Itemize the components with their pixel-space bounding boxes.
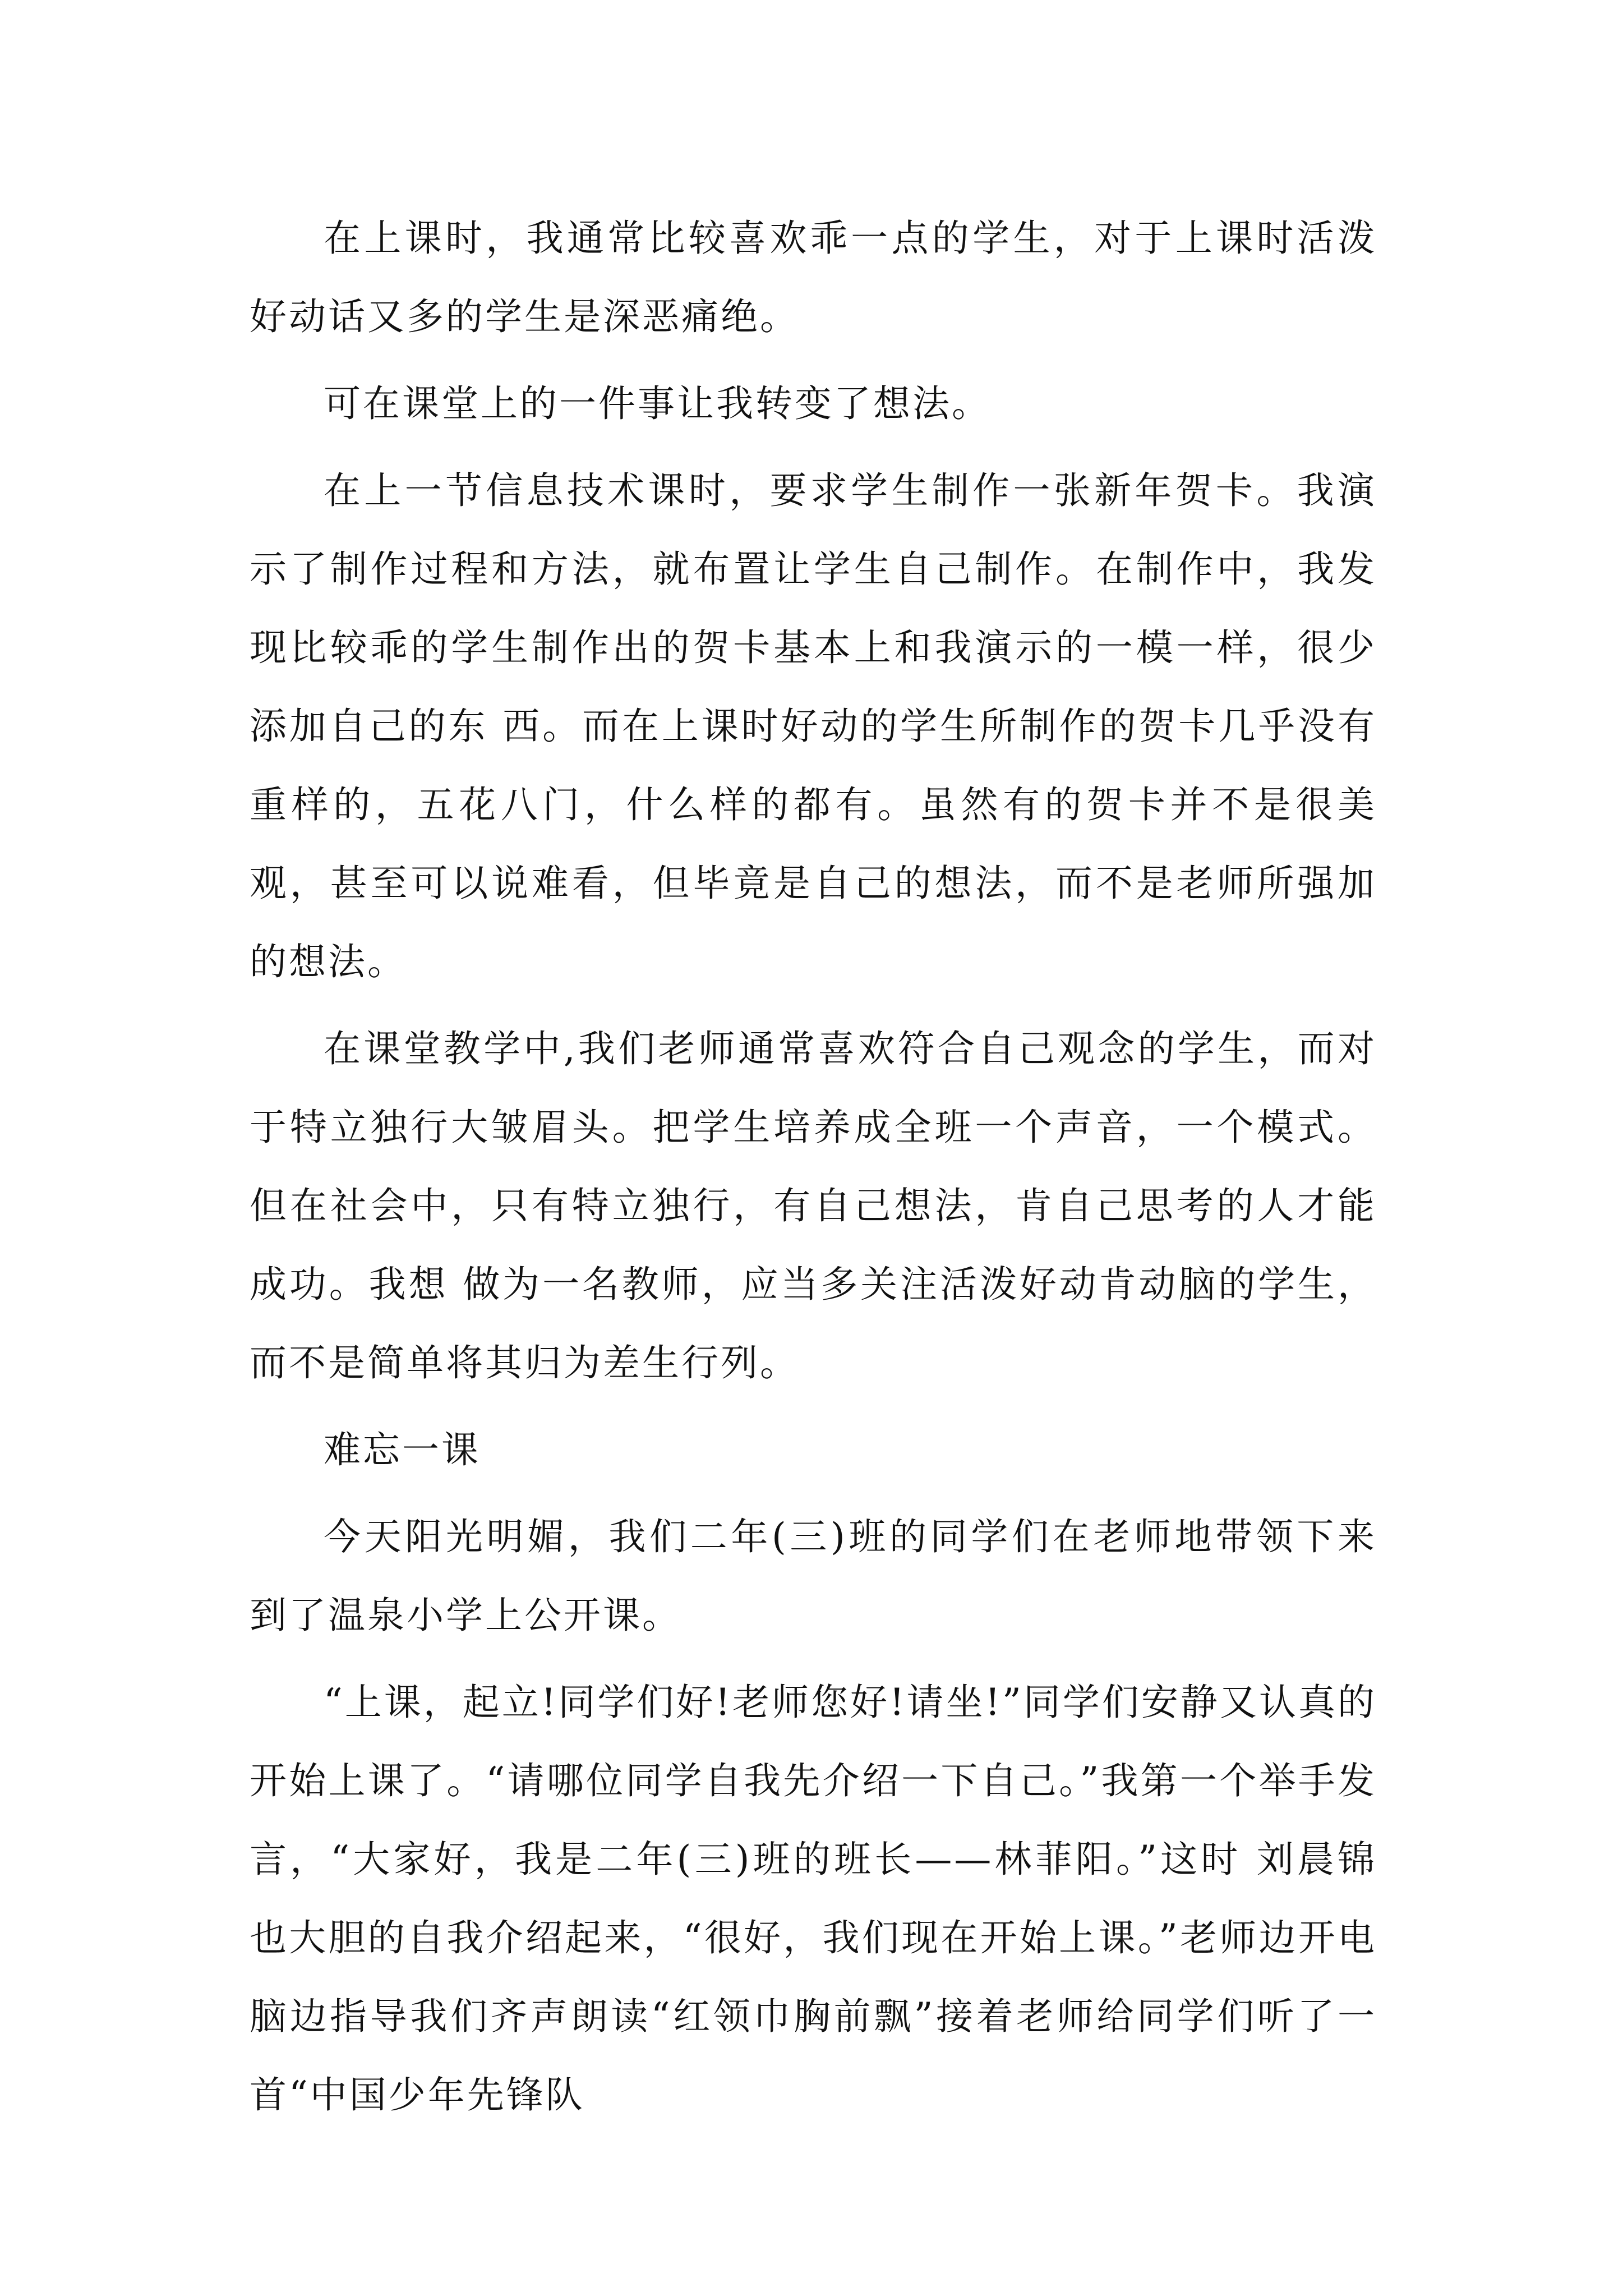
paragraph-5: 今天阳光明媚，我们二年(三)班的同学们在老师地带领下来到了温泉小学上公开课。 — [250, 1515, 1377, 1637]
section-heading: 难忘一课 — [324, 1428, 481, 1471]
paragraph-4: 在课堂教学中,我们老师通常喜欢符合自己观念的学生，而对于特立独行大皱眉头。把学生培养成全班一个声音，一个模式。但在社会中，只有特立独行，有自己想法，肯自己思考的人才能成功。我想 做为一名教师，应当多关注活泼好动肯动脑的学生，而不是简单将其归为差生行列。 — [250, 1027, 1377, 1384]
paragraph-3: 在上一节信息技术课时，要求学生制作一张新年贺卡。我演示了制作过程和方法，就布置让学生自己制作。在制作中，我发现比较乖的学生制作出的贺卡基本上和我演示的一模一样，很少添加自己的东 西。而在上课时好动的学生所制作的贺卡几乎没有重样的，五花八门，什么样的都有。虽然有的贺卡并不是很美观，甚至可以说难看，但毕竟是自己的想法，而不是老师所强加的想法。 — [250, 469, 1377, 983]
paragraph-2: 可在课堂上的一件事让我转变了想法。 — [324, 382, 991, 425]
document-page — [250, 199, 1377, 2143]
paragraph-6: “上课，起立!同学们好!老师您好!请坐!”同学们安静又认真的开始上课了。“请哪位同学自我先介绍一下自己。”我第一个举手发言，“大家好，我是二年(三)班的班长——林菲阳。”这时 刘晨锦也大胆的自我介绍起来，“很好，我们现在开始上课。”老师边开电脑边指导我们齐声朗读“红领巾胸前飘”接着老师给同学们听了一首“中国少年先锋队 — [250, 1681, 1377, 2116]
paragraph-1: 在上课时，我通常比较喜欢乖一点的学生，对于上课时活泼好动话又多的学生是深恶痛绝。 — [250, 217, 1377, 338]
